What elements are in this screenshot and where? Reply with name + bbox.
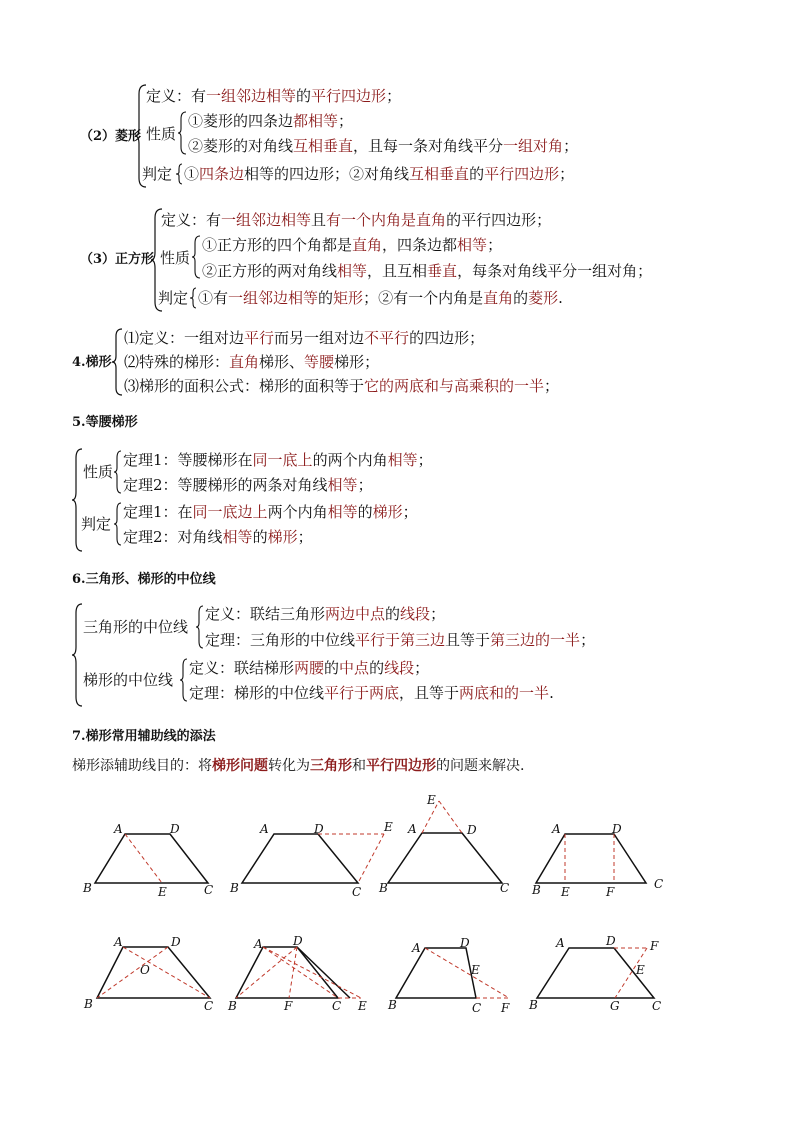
trapezoid-line-1: ⑴定义：一组对边平行而另一组对边不平行的四边形； [124, 329, 485, 347]
brace-rhombus-judge [176, 163, 184, 185]
figure-6-trapezoid-height-and-diagonal [226, 928, 376, 1014]
svg-text:B: B [379, 881, 388, 895]
figure-8-trapezoid-midpoint-parallel [526, 930, 676, 1014]
brace-square-property [192, 235, 202, 279]
svg-text:E: E [636, 963, 645, 977]
svg-text:D: D [467, 823, 477, 837]
triangle-midline-theorem: 定理：三角形的中位线平行于第三边且等于第三边的一半； [205, 631, 596, 649]
trapezoid-midline-theorem: 定理：梯形的中位线平行于两底，且等于两底和的一半. [189, 684, 554, 702]
section-title-square: （3）正方形 [80, 252, 155, 267]
svg-text:B: B [388, 998, 397, 1012]
square-property-1: ①正方形的四个角都是直角，四条边都相等； [202, 236, 503, 254]
isosceles-property-1: 定理1：等腰梯形在同一底上的两个内角相等； [123, 451, 433, 469]
svg-text:A: A [408, 822, 417, 836]
trapezoid-line-3: ⑶梯形的面积公式：梯形的面积等于它的两底和与高乘积的一半； [124, 377, 560, 395]
brace-square-judge [190, 287, 198, 309]
section-title-trapezoid: 4.梯形 [72, 355, 112, 370]
svg-text:C: C [352, 885, 362, 899]
isosceles-property-2: 定理2：等腰梯形的两条对角线相等； [123, 476, 373, 494]
svg-text:D: D [314, 822, 324, 836]
rhombus-judge-label: 判定 [142, 165, 173, 183]
svg-text:A: A [114, 822, 123, 836]
brace-trapezoid [112, 328, 124, 396]
svg-text:E: E [358, 999, 367, 1013]
square-judge-label: 判定 [158, 289, 189, 307]
trapezoid-line-2: ⑵特殊的梯形：直角梯形、等腰梯形； [124, 353, 380, 371]
figure-4-trapezoid-two-heights [528, 818, 670, 900]
svg-text:A: A [552, 822, 561, 836]
svg-text:G: G [610, 999, 620, 1013]
figure-7-trapezoid-midpoint-extension [384, 930, 520, 1014]
section-title-auxiliary-lines: 7.梯形常用辅助线的添法 [72, 729, 216, 744]
svg-text:A: A [254, 937, 263, 951]
figure-2-trapezoid-translate-diagonal [226, 818, 398, 900]
svg-text:D: D [171, 935, 181, 949]
rhombus-judge: ①四条边相等的四边形；②对角线互相垂直的平行四边形； [184, 165, 575, 183]
svg-text:A: A [556, 936, 565, 950]
svg-text:F: F [650, 939, 659, 953]
rhombus-property-1: ①菱形的四条边都相等； [188, 112, 354, 130]
isosceles-judge-2: 定理2：对角线相等的梯形； [123, 528, 313, 546]
figure-3-trapezoid-extend-legs [376, 790, 518, 898]
trapezoid-midline-label: 梯形的中位线 [83, 671, 174, 689]
triangle-midline-label: 三角形的中位线 [83, 618, 189, 636]
brace-triangle-midline [196, 605, 205, 649]
isosceles-judge-1: 定理1：在同一底边上两个内角相等的梯形； [123, 503, 418, 521]
section-title-isosceles-trapezoid: 5.等腰梯形 [72, 415, 138, 430]
square-property-label: 性质 [160, 249, 191, 267]
brace-trapezoid-midline [180, 658, 189, 702]
svg-text:A: A [412, 941, 421, 955]
svg-text:D: D [293, 934, 303, 948]
svg-text:F: F [501, 1001, 510, 1014]
figure-5-trapezoid-diagonals [80, 930, 222, 1014]
svg-text:A: A [260, 822, 269, 836]
isosceles-judge-label: 判定 [81, 515, 112, 533]
auxiliary-lines-intro: 梯形添辅助线目的：将梯形问题转化为三角形和平行四边形的问题来解决. [72, 758, 525, 774]
svg-text:E: E [158, 885, 167, 899]
svg-text:C: C [654, 877, 664, 891]
svg-text:C: C [500, 881, 510, 895]
svg-text:D: D [460, 936, 470, 950]
svg-text:B: B [230, 881, 239, 895]
svg-text:E: E [561, 885, 570, 899]
svg-text:F: F [284, 999, 293, 1013]
svg-text:C: C [204, 883, 214, 897]
rhombus-property-2: ②菱形的对角线互相垂直，且每一条对角线平分一组对角； [188, 137, 579, 155]
triangle-midline-definition: 定义：联结三角形两边中点的线段； [205, 605, 446, 623]
svg-text:B: B [532, 883, 541, 897]
svg-text:B: B [228, 999, 237, 1013]
section-title-midline: 6.三角形、梯形的中位线 [72, 572, 216, 587]
svg-text:C: C [472, 1001, 482, 1014]
svg-text:D: D [612, 822, 622, 836]
svg-text:C: C [332, 999, 342, 1013]
svg-text:C: C [204, 999, 214, 1013]
svg-text:E: E [471, 963, 480, 977]
rhombus-property-label: 性质 [146, 125, 177, 143]
figure-1-trapezoid-parallel-leg [80, 818, 220, 900]
brace-isosceles-judge [114, 502, 123, 546]
square-judge: ①有一组邻边相等的矩形；②有一个内角是直角的菱形. [198, 289, 563, 307]
square-definition: 定义：有一组邻边相等且有一个内角是直角的平行四边形； [161, 211, 552, 229]
svg-text:C: C [652, 999, 662, 1013]
svg-text:E: E [427, 793, 436, 807]
svg-text:B: B [529, 998, 538, 1012]
svg-text:B: B [84, 997, 93, 1011]
svg-text:B: B [83, 881, 92, 895]
isosceles-property-label: 性质 [83, 463, 114, 481]
rhombus-definition: 定义：有一组邻边相等的平行四边形； [146, 87, 402, 105]
svg-text:O: O [140, 963, 150, 977]
brace-rhombus-property [178, 111, 188, 155]
brace-isosceles-property [114, 450, 123, 494]
trapezoid-midline-definition: 定义：联结梯形两腰的中点的线段； [189, 659, 430, 677]
svg-text:A: A [114, 935, 123, 949]
svg-text:F: F [606, 885, 615, 899]
svg-text:E: E [384, 820, 393, 834]
square-property-2: ②正方形的两对角线相等，且互相垂直，每条对角线平分一组对角； [202, 262, 653, 280]
svg-text:D: D [170, 822, 180, 836]
section-title-rhombus: （2）菱形 [80, 129, 142, 144]
svg-text:D: D [606, 934, 616, 948]
